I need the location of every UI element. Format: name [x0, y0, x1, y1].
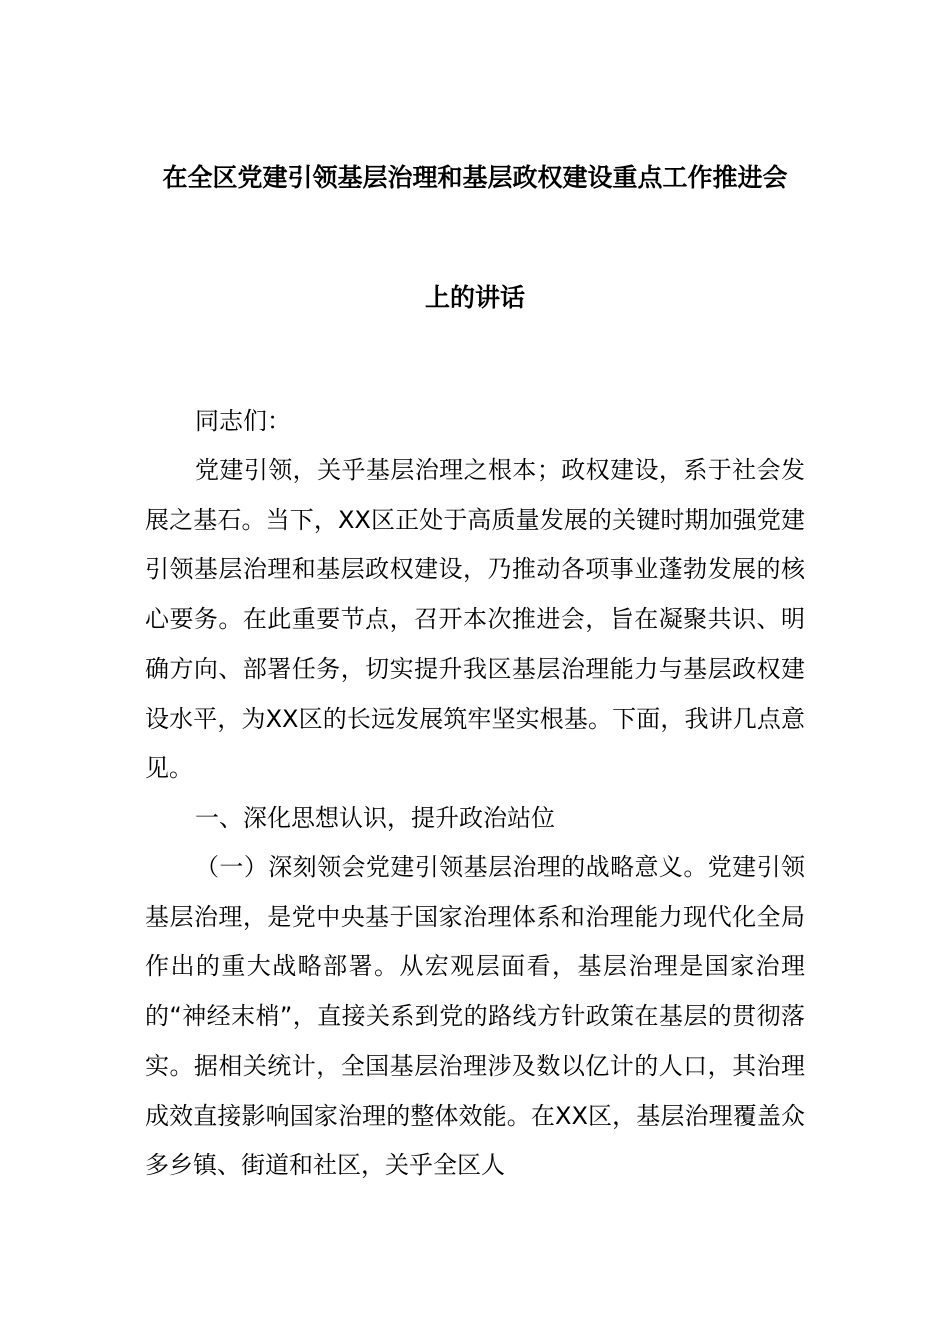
section-1-paragraph-1: （一）深刻领会党建引领基层治理的战略意义。党建引领基层治理，是党中央基于国家治理体系和治理能力现代化全局作出的重大战略部署。从宏观层面看，基层治理是国家治理的“神经末梢”，直接关系到党的路线方针政策在基层的贯彻落实。据相关统计，全国基层治理涉及数以亿计的人口，其治理成效直接影响国家治理的整体效能。在XX区，基层治理覆盖众多乡镇、街道和社区，关乎全区人 [145, 853, 805, 1180]
section-heading-1: 一、深化思想认识，提升政治站位 [195, 804, 555, 832]
document-title-line-2: 上的讲话 [424, 283, 525, 312]
salutation: 同志们： [195, 407, 291, 435]
document-title-line-1: 在全区党建引领基层治理和基层政权建设重点工作推进会 [162, 163, 788, 192]
intro-paragraph: 党建引领，关乎基层治理之根本；政权建设，系于社会发展之基石。当下，XX区正处于高质量发展的关键时期加强党建引领基层治理和基层政权建设，乃推动各项事业蓬勃发展的核心要务。在此重要节点，召开本次推进会，旨在凝聚共识、明确方向、部署任务，切实提升我区基层治理能力与基层政权建设水平，为XX区的长远发展筑牢坚实根基。下面，我讲几点意见。 [145, 456, 805, 783]
